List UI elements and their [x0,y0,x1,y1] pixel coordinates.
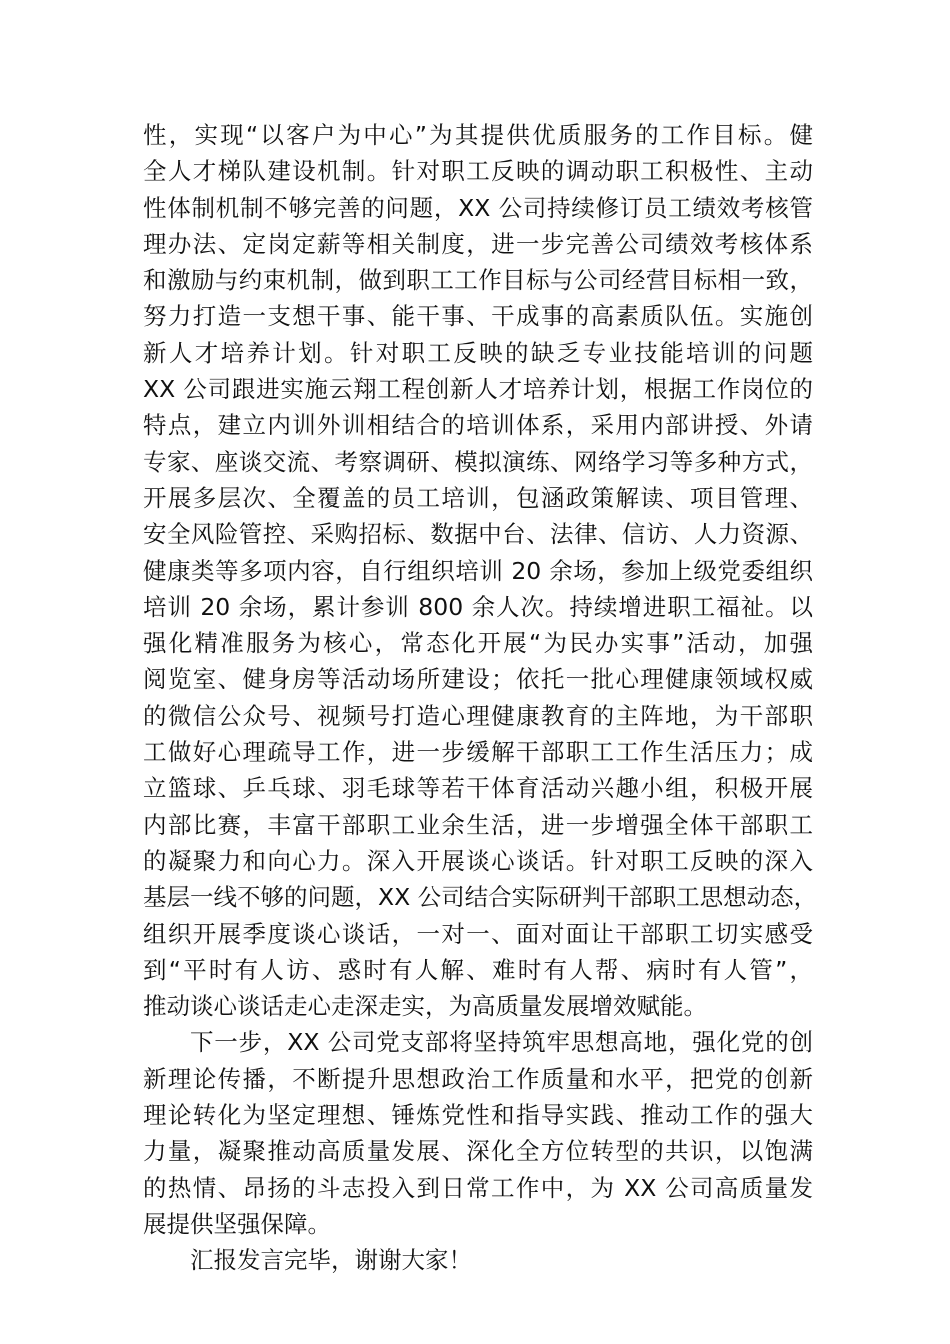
paragraph [143,1024,813,1242]
text-line: 推动谈心谈话走心走深走实，为高质量发展增效赋能。 [143,992,707,1021]
text-line: 新理论传播，不断提升思想政治工作质量和水平，把党的创新 [143,1064,813,1093]
text-line: 展提供坚强保障。 [143,1209,331,1238]
text-line: 强化精准服务为核心，常态化开展“为民办实事”活动，加强 [143,629,813,658]
text-line: 的微信公众号、视频号打造心理健康教育的主阵地，为干部职 [143,701,813,730]
text-line: 健康类等多项内容，自行组织培训 20 余场，参加上级党委组织 [143,556,813,585]
text-line: 理论转化为坚定理想、锤炼党性和指导实践、推动工作的强大 [143,1101,813,1130]
document-body [143,117,818,1279]
text-line: 的凝聚力和向心力。深入开展谈心谈话。针对职工反映的深入 [143,846,813,875]
paragraph [143,1242,813,1278]
text-line: 和激励与约束机制，做到职工工作目标与公司经营目标相一致， [143,266,813,295]
text-line: 理办法、定岗定薪等相关制度，进一步完善公司绩效考核体系 [143,229,813,258]
text-line: 下一步，XX 公司党支部将坚持筑牢思想高地，强化党的创 [190,1028,813,1057]
text-line: XX 公司跟进实施云翔工程创新人才培养计划，根据工作岗位的 [143,375,813,404]
text-line: 立篮球、乒乓球、羽毛球等若干体育活动兴趣小组，积极开展 [143,774,813,803]
text-line: 特点，建立内训外训相结合的培训体系，采用内部讲授、外请 [143,411,813,440]
text-line: 工做好心理疏导工作，进一步缓解干部职工工作生活压力；成 [143,738,813,767]
text-line: 内部比赛，丰富干部职工业余生活，进一步增强全体干部职工 [143,810,813,839]
paragraph [143,117,818,1024]
text-line: 到“平时有人访、惑时有人解、难时有人帮、病时有人管”， [143,955,813,984]
text-line: 新人才培养计划。针对职工反映的缺乏专业技能培训的问题 [143,338,813,367]
text-line: 努力打造一支想干事、能干事、干成事的高素质队伍。实施创 [143,302,813,331]
text-line: 安全风险管控、采购招标、数据中台、法律、信访、人力资源、 [143,520,813,549]
text-line: 性体制机制不够完善的问题，XX 公司持续修订员工绩效考核管 [143,193,813,222]
text-line: 开展多层次、全覆盖的员工培训，包涵政策解读、项目管理、 [143,483,813,512]
text-line: 阅览室、健身房等活动场所建设；依托一批心理健康领域权威 [143,665,813,694]
text-line: 全人才梯队建设机制。针对职工反映的调动职工积极性、主动 [143,157,813,186]
text-line: 培训 20 余场，累计参训 800 余人次。持续增进职工福祉。以 [143,592,813,621]
text-line: 组织开展季度谈心谈话，一对一、面对面让干部职工切实感受 [143,919,813,948]
text-line: 汇报发言完毕，谢谢大家！ [190,1246,472,1275]
text-line: 的热情、昂扬的斗志投入到日常工作中，为 XX 公司高质量发 [143,1173,813,1202]
text-line: 基层一线不够的问题，XX 公司结合实际研判干部职工思想动态， [143,883,818,912]
text-line: 性，实现“以客户为中心”为其提供优质服务的工作目标。健 [143,121,813,149]
text-line: 专家、座谈交流、考察调研、模拟演练、网络学习等多种方式， [143,447,813,476]
text-line: 力量，凝聚推动高质量发展、深化全方位转型的共识，以饱满 [143,1137,813,1166]
